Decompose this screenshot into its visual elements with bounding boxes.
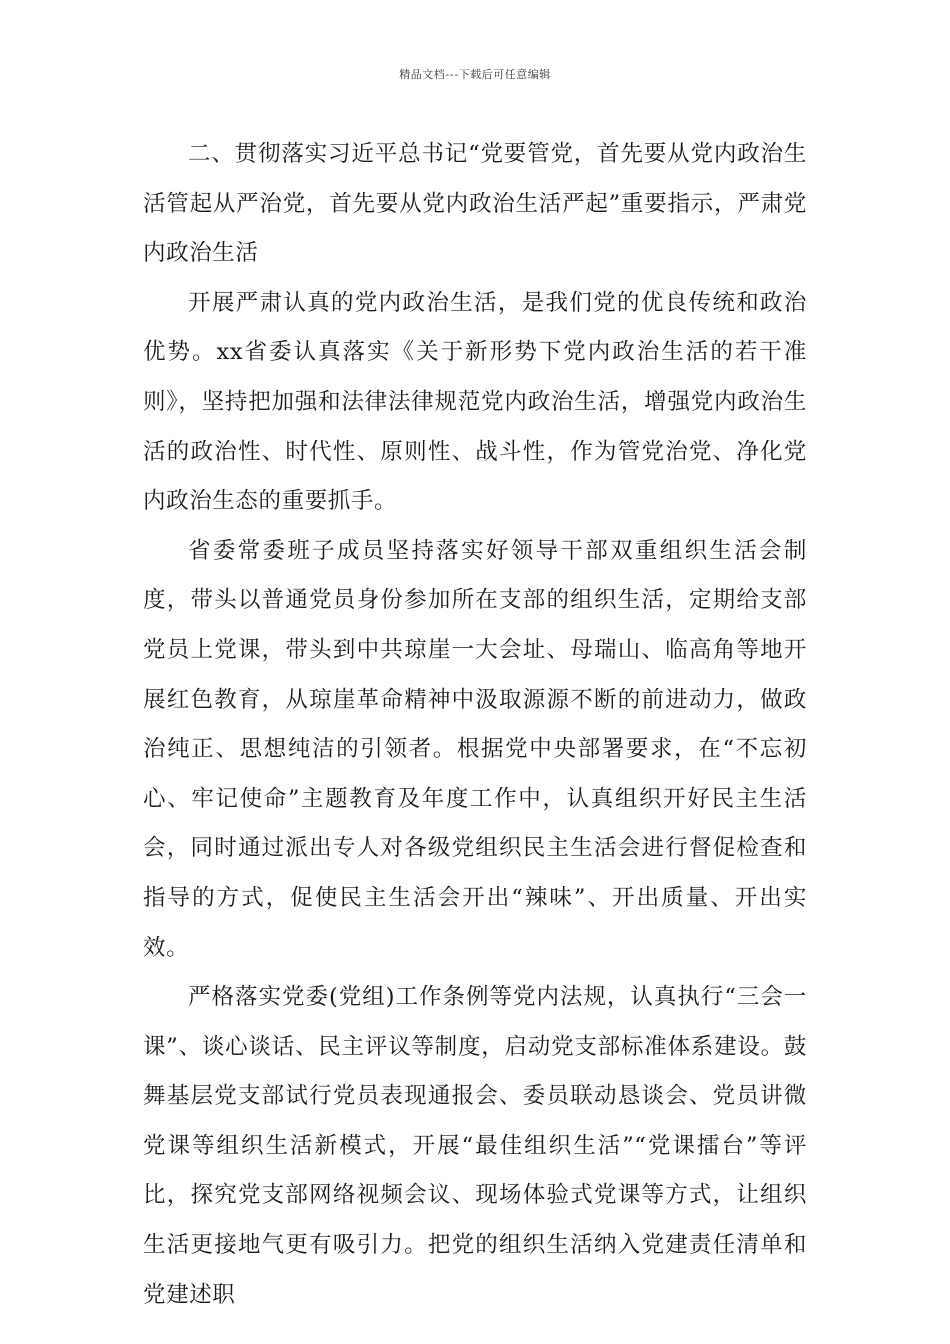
body-paragraph: 开展严肃认真的党内政治生活，是我们党的优良传统和政治优势。xx省委认真落实《关于新形势下党内政治生活的若干准则》，坚持把加强和法律法律规范党内政治生活，增强党内政治生活的政治性、时代性、原则性、战斗性，作为管党治党、净化党内政治生态的重要抓手。 [143,289,807,515]
document-body [143,130,807,1320]
header-note: 精品文档---下载后可任意编辑 [399,68,551,81]
body-paragraph: 省委常委班子成员坚持落实好领导干部双重组织生活会制度，带头以普通党员身份参加所在支部的组织生活，定期给支部党员上党课，带头到中共琼崖一大会址、母瑞山、临高角等地开展红色教育，从琼崖革命精神中汲取源源不断的前进动力，做政治纯正、思想纯洁的引领者。根据党中央部署要求，在“不忘初心、牢记使命”主题教育及年度工作中，认真组织开好民主生活会，同时通过派出专人对各级党组织民主生活会进行督促检查和指导的方式，促使民主生活会开出“辣味”、开出质量、开出实效。 [143,537,807,961]
section-heading-paragraph: 二、贯彻落实习近平总书记“党要管党，首先要从党内政治生活管起从严治党，首先要从党内政治生活严起”重要指示，严肃党内政治生活 [143,141,807,267]
body-paragraph: 严格落实党委(党组)工作条例等党内法规，认真执行“三会一课”、谈心谈话、民主评议等制度，启动党支部标准体系建设。鼓舞基层党支部试行党员表现通报会、委员联动恳谈会、党员讲微党课等组织生活新模式，开展“最佳组织生活”“党课擂台”等评比，探究党支部网络视频会议、现场体验式党课等方式，让组织生活更接地气更有吸引力。把党的组织生活纳入党建责任清单和党建述职 [143,984,807,1308]
